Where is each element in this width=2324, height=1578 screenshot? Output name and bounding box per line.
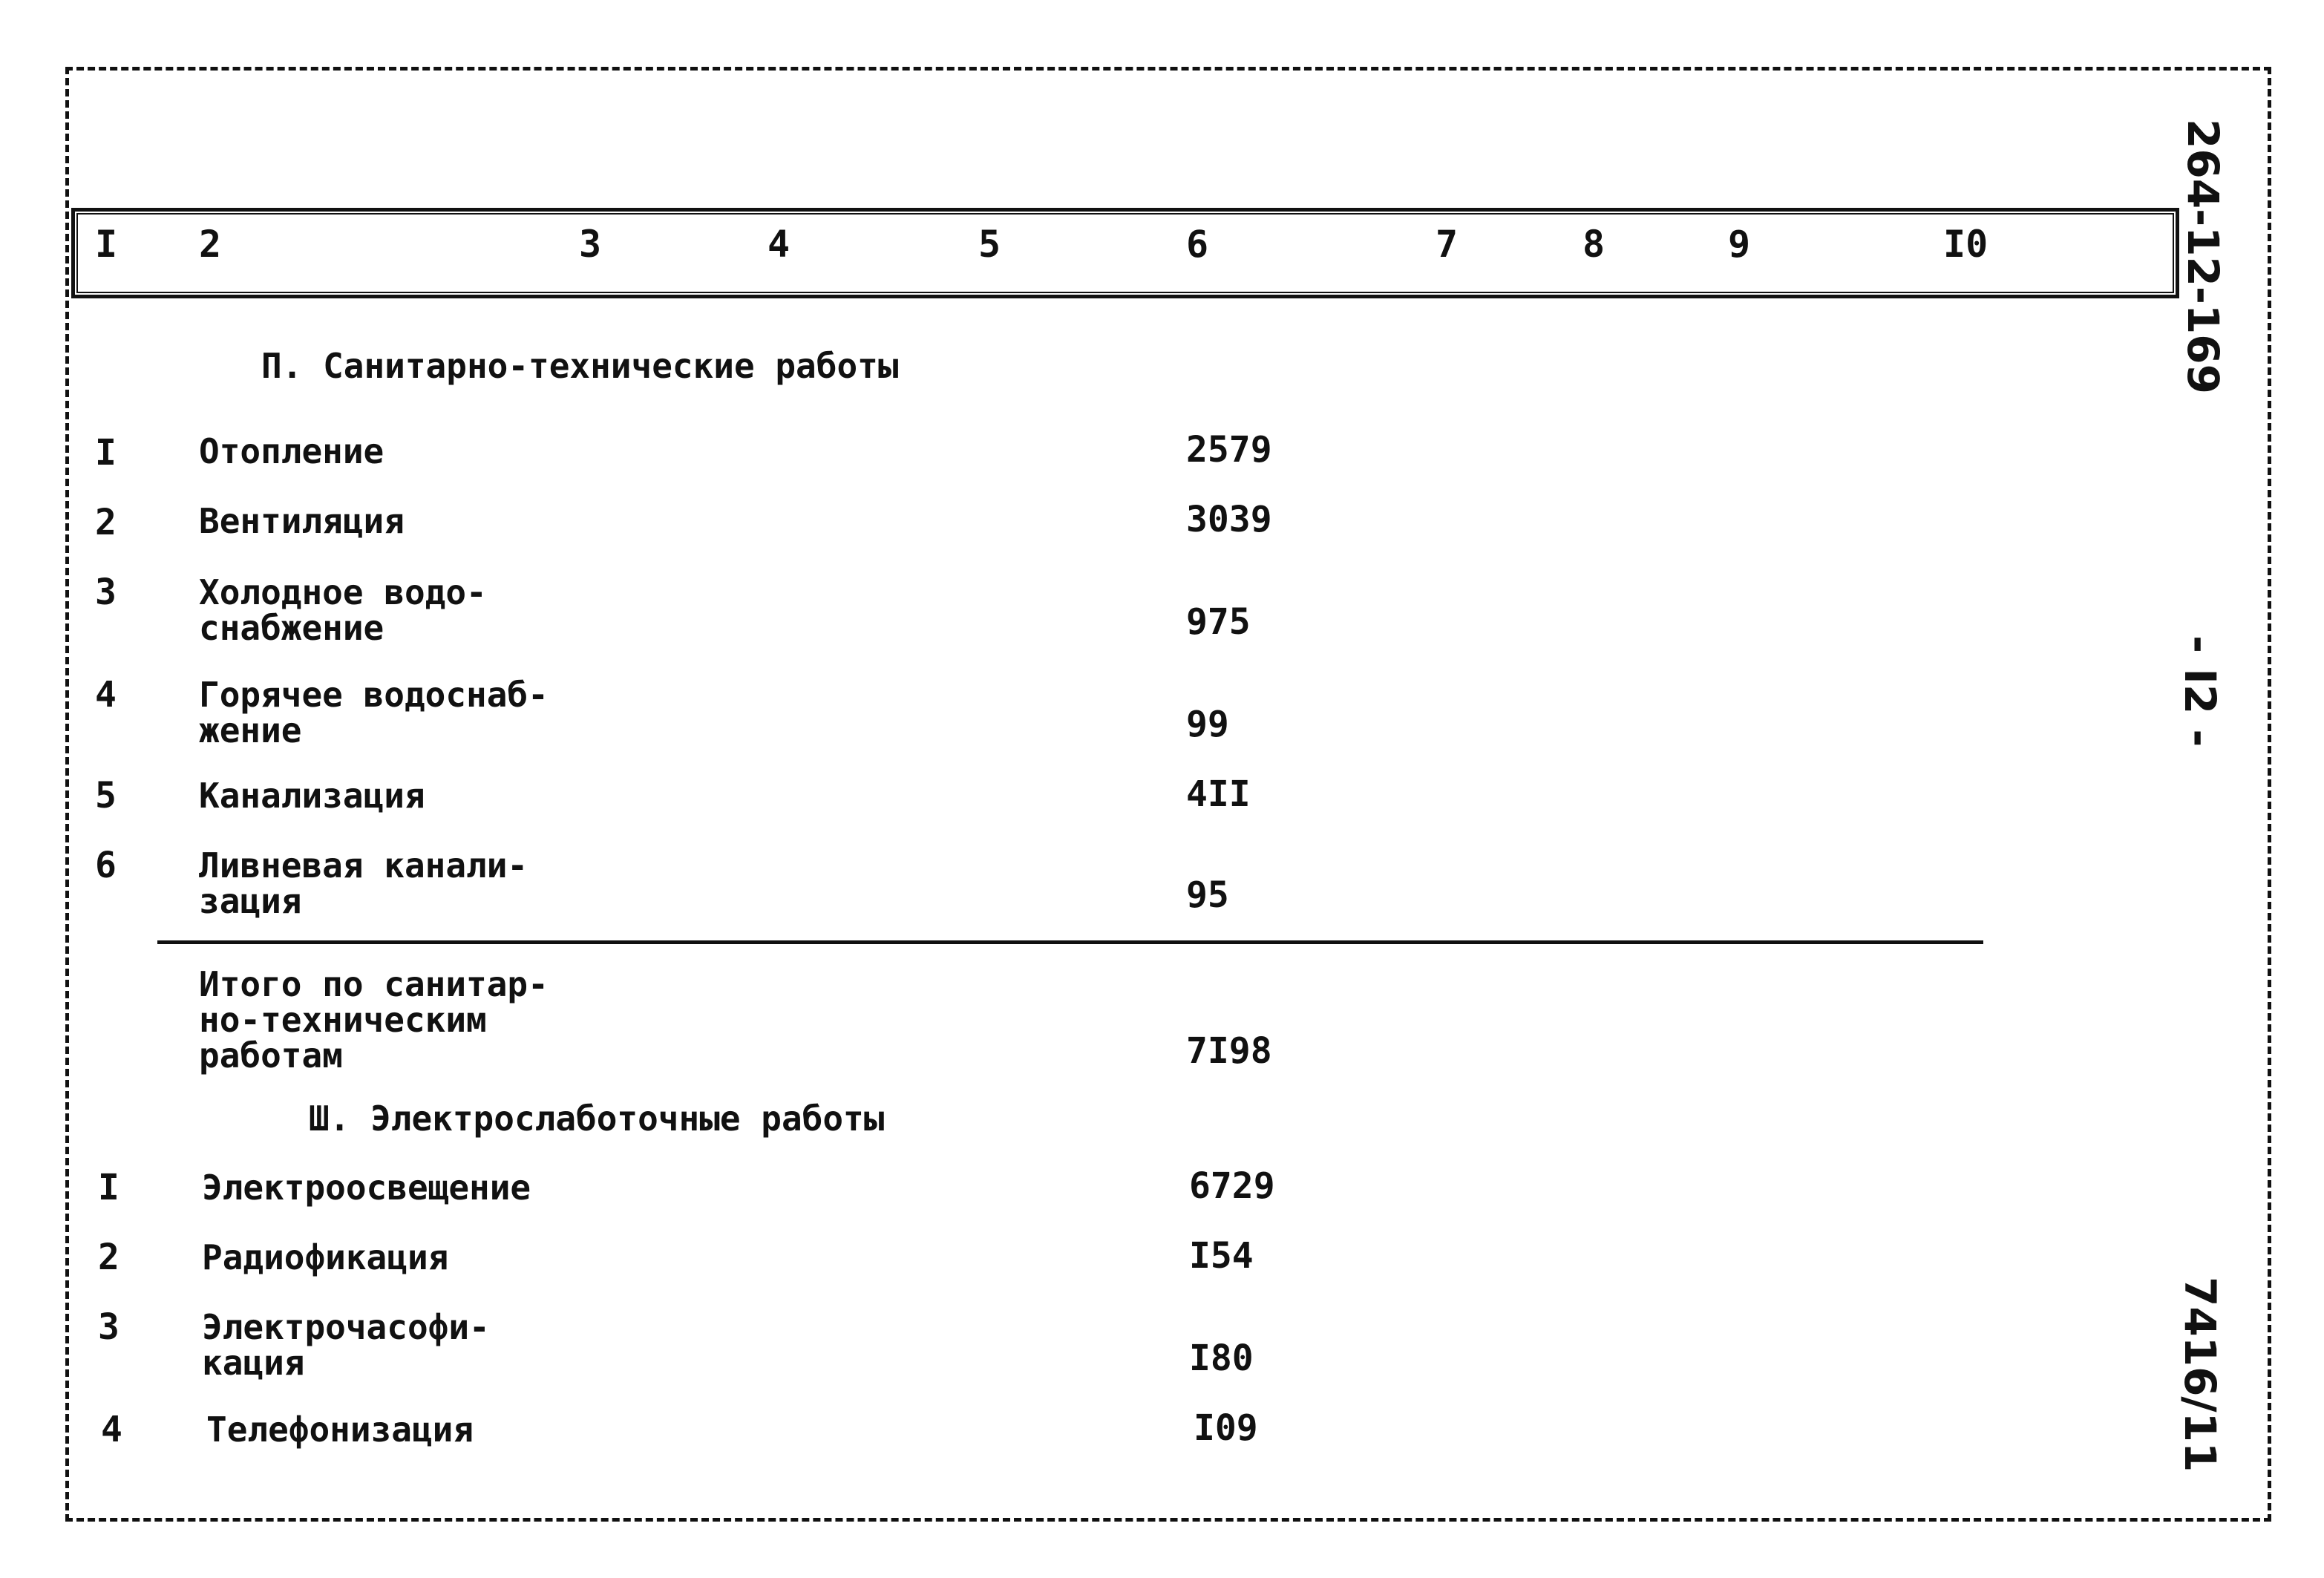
row-name: Ливневая канали- зация: [199, 845, 528, 921]
row-name: Телефонизация: [206, 1410, 474, 1450]
row-value: 975: [1186, 601, 1251, 643]
row-value: I54: [1189, 1235, 1254, 1277]
row-number: 2: [95, 502, 117, 543]
row-name: Электроосвещение: [202, 1168, 531, 1208]
column-header-4: 4: [767, 223, 791, 266]
row-name: Радиофикация: [202, 1237, 449, 1277]
row-value: 4II: [1186, 773, 1251, 815]
section-title: Ш. Электрослаботочные работы: [309, 1099, 885, 1139]
inventory-number: 7416/11: [2175, 1277, 2225, 1473]
row-value: 2579: [1186, 429, 1272, 471]
row-name: Холодное водо- снабжение: [199, 572, 487, 648]
row-value: I09: [1194, 1407, 1258, 1449]
row-number: I: [95, 432, 117, 474]
column-header-1: I: [95, 223, 118, 266]
column-header-10: I0: [1943, 223, 1989, 266]
row-name: Вентиляция: [199, 501, 405, 541]
column-header-5: 5: [978, 223, 1001, 266]
row-number: 3: [98, 1306, 120, 1348]
page-number: - I2 -: [2175, 635, 2225, 747]
total-divider: [157, 940, 1983, 944]
document-code: 264-12-169: [2178, 119, 2228, 394]
row-number: 5: [95, 775, 117, 816]
total-value: 7I98: [1186, 1030, 1272, 1072]
row-value: 99: [1186, 704, 1229, 745]
column-header-8: 8: [1582, 223, 1605, 266]
row-name: Горячее водоснаб- жение: [199, 675, 549, 750]
column-header-7: 7: [1436, 223, 1459, 266]
row-value: 6729: [1189, 1165, 1275, 1207]
row-number: 4: [101, 1409, 122, 1450]
column-header-3: 3: [579, 223, 602, 266]
total-label: Итого по санитар- но-техническим работам: [199, 964, 549, 1076]
row-value: 3039: [1186, 499, 1272, 540]
row-name: Отопление: [199, 431, 384, 471]
row-number: 6: [95, 845, 117, 886]
column-header-2: 2: [199, 223, 222, 266]
section-title: П. Санитарно-технические работы: [261, 346, 899, 386]
row-number: 3: [95, 572, 117, 613]
row-value: I80: [1189, 1338, 1254, 1379]
row-name: Канализация: [199, 776, 425, 816]
row-number: I: [98, 1167, 120, 1208]
row-value: 95: [1186, 874, 1229, 916]
column-header-6: 6: [1186, 223, 1209, 266]
row-number: 2: [98, 1237, 120, 1278]
column-header-9: 9: [1728, 223, 1751, 266]
row-name: Электрочасофи- кация: [202, 1307, 490, 1383]
row-number: 4: [95, 674, 117, 716]
column-header-row: [71, 208, 2179, 298]
